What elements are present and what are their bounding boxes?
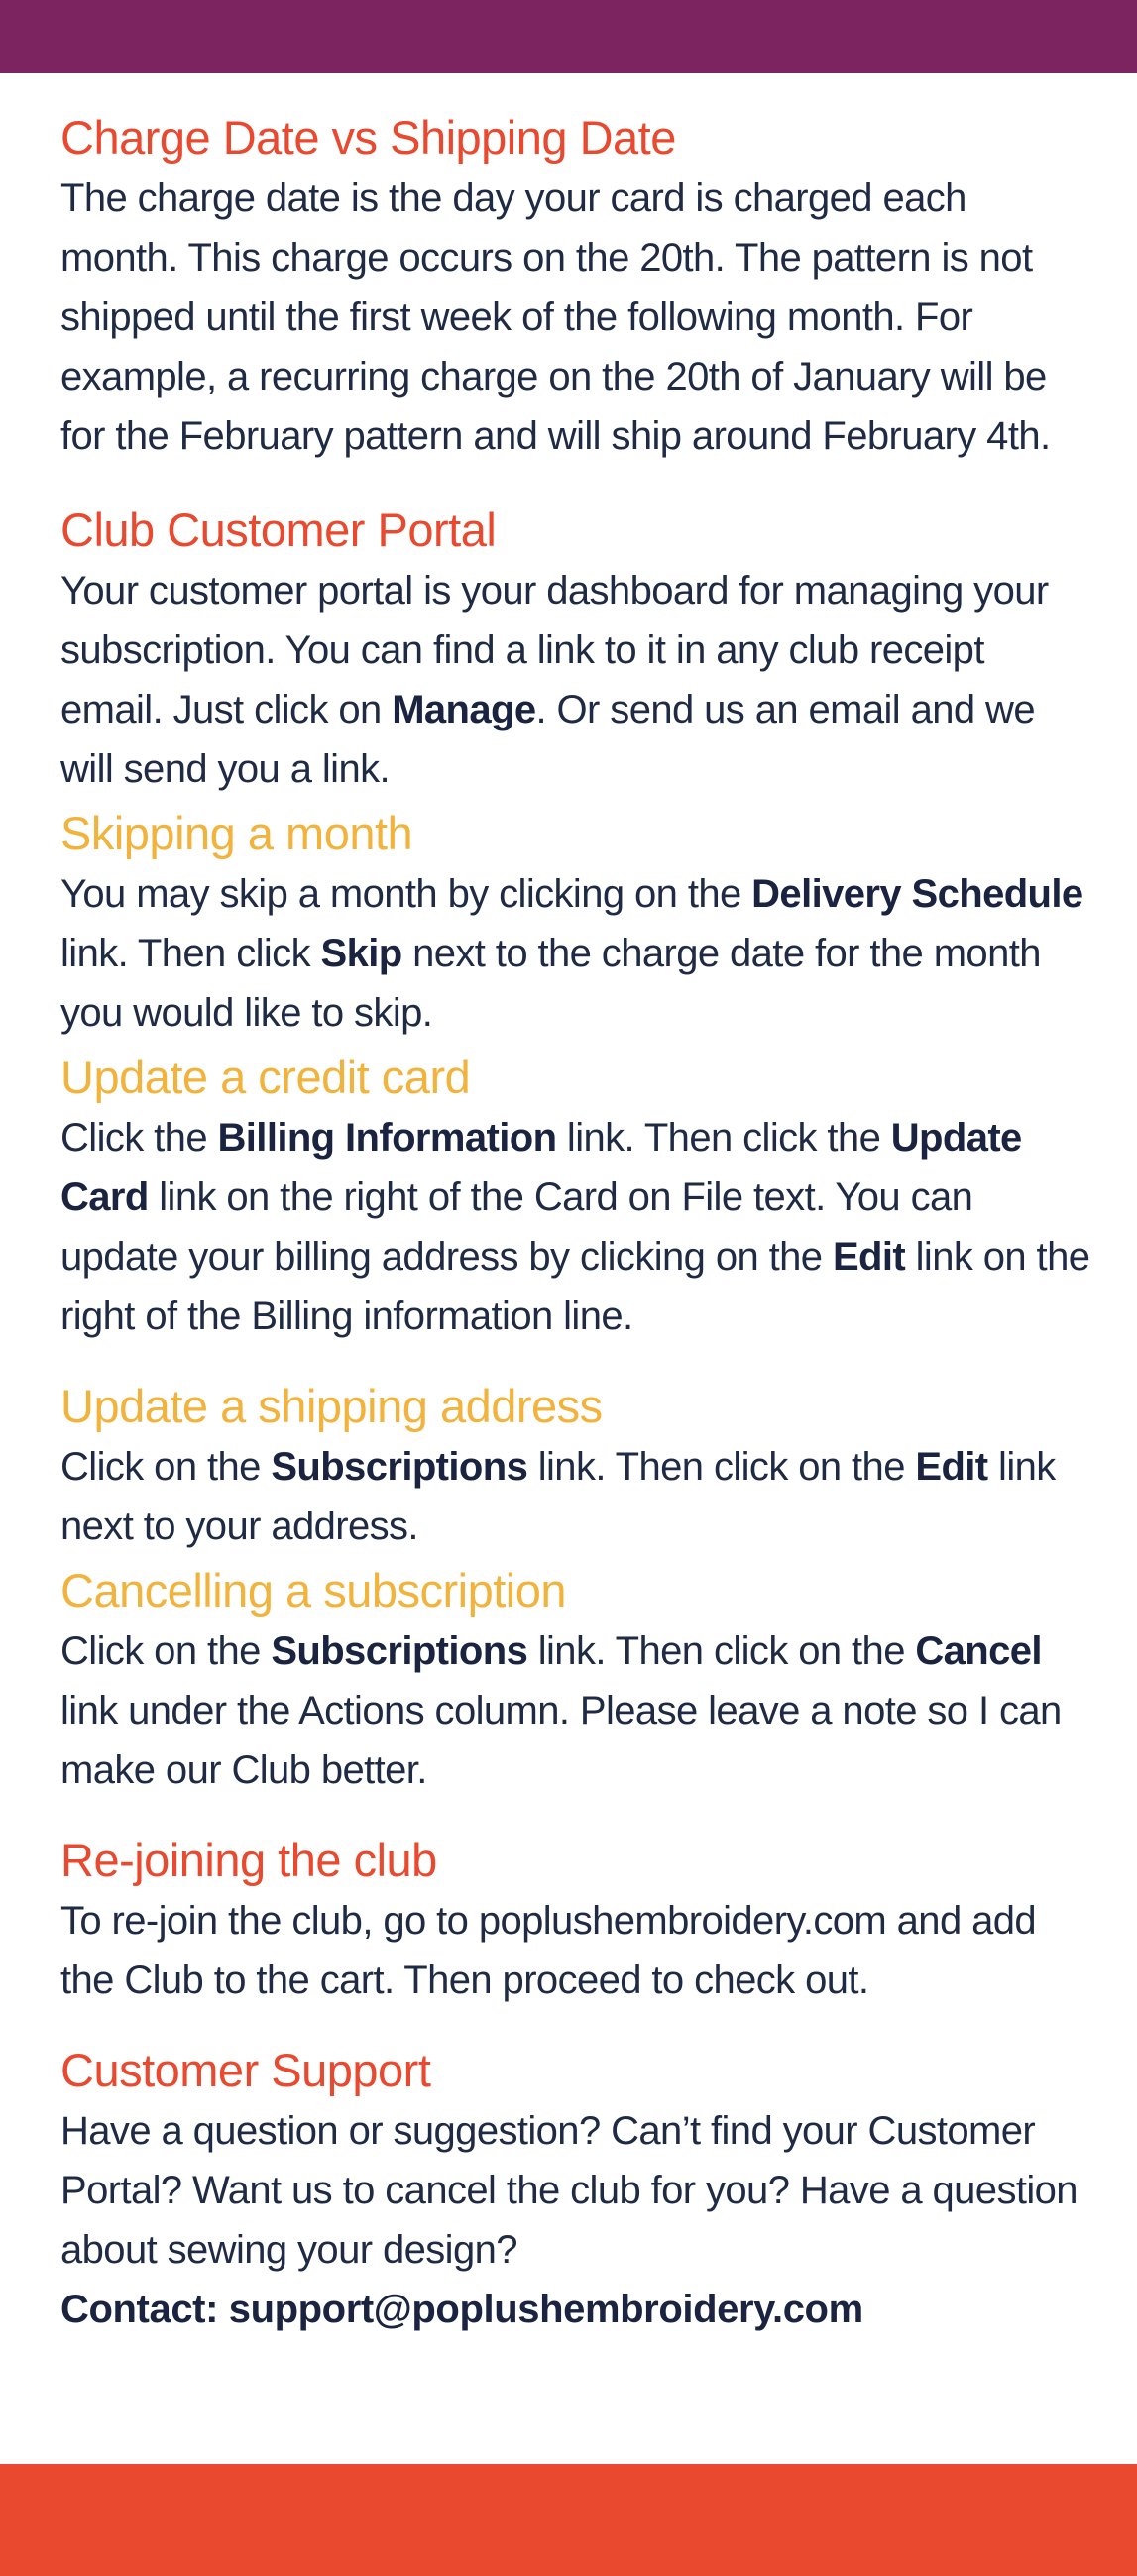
cancel-text: Cancel [915, 1629, 1042, 1673]
heading-credit-card: Update a credit card [60, 1051, 471, 1103]
bottom-color-bar [0, 2464, 1137, 2576]
update-card-text: Update Card [60, 1116, 1022, 1219]
delivery-schedule-text: Delivery Schedule [751, 872, 1083, 916]
body-skipping: You may skip a month by clicking on the Delivery Schedule link. Then click Skip next to the charge date for the month you would like to skip. [60, 872, 1083, 1035]
body-rejoining: To re-join the club, go to poplushembroidery.com and add the Club to the cart. Then proceed to check out. [60, 1899, 1037, 2002]
body-credit-card: Click the Billing Information link. Then click the Update Card link on the right of the Card on File text. You can update your billing address by clicking on the Edit link on the right of the Billing information line. [60, 1116, 1090, 1338]
heading-customer-portal: Club Customer Portal [60, 504, 497, 556]
subscriptions-text: Subscriptions [271, 1445, 528, 1489]
edit-billing-text: Edit [832, 1235, 906, 1279]
heading-shipping: Update a shipping address [60, 1380, 603, 1432]
heading-cancelling: Cancelling a subscription [60, 1564, 567, 1617]
section-skipping [60, 803, 1091, 1043]
section-cancelling [60, 1560, 1091, 1800]
body-charge-date: The charge date is the day your card is charged each month. This charge occurs on the 20th. The pattern is not shipped until the first week of the following month. For example, a recurring charge on the 20th of January will be for the February pattern and will ship around February 4th. [60, 176, 1051, 458]
section-rejoining [60, 1830, 1091, 2010]
body-cancelling: Click on the Subscriptions link. Then click on the Cancel link under the Actions column. Please leave a note so I can make our Club better. [60, 1629, 1062, 1792]
section-charge-date [60, 107, 1091, 466]
skip-text: Skip [320, 932, 402, 975]
section-customer-portal [60, 500, 1091, 799]
heading-rejoining: Re-joining the club [60, 1834, 437, 1886]
billing-information-text: Billing Information [217, 1116, 557, 1160]
section-shipping [60, 1376, 1091, 1556]
section-support [60, 2040, 1091, 2339]
heading-skipping: Skipping a month [60, 807, 413, 859]
info-content [60, 107, 1091, 2339]
subscriptions-cancel-text: Subscriptions [271, 1629, 528, 1673]
body-customer-portal: Your customer portal is your dashboard for managing your subscription. You can find a link to it in any club receipt email. Just click on Manage. Or send us an email and we will send you a link. [60, 569, 1049, 791]
heading-support: Customer Support [60, 2044, 431, 2096]
support-contact: Contact: support@poplushembroidery.com [60, 2288, 863, 2331]
body-shipping: Click on the Subscriptions link. Then click on the Edit link next to your address. [60, 1445, 1056, 1548]
section-credit-card [60, 1047, 1091, 1346]
top-color-bar [0, 0, 1137, 73]
manage-link-text: Manage [392, 688, 536, 731]
body-support: Have a question or suggestion? Can’t find your Customer Portal? Want us to cancel the club for you? Have a question about sewing your design? [60, 2109, 1078, 2272]
heading-charge-date: Charge Date vs Shipping Date [60, 111, 676, 164]
edit-address-text: Edit [915, 1445, 988, 1489]
